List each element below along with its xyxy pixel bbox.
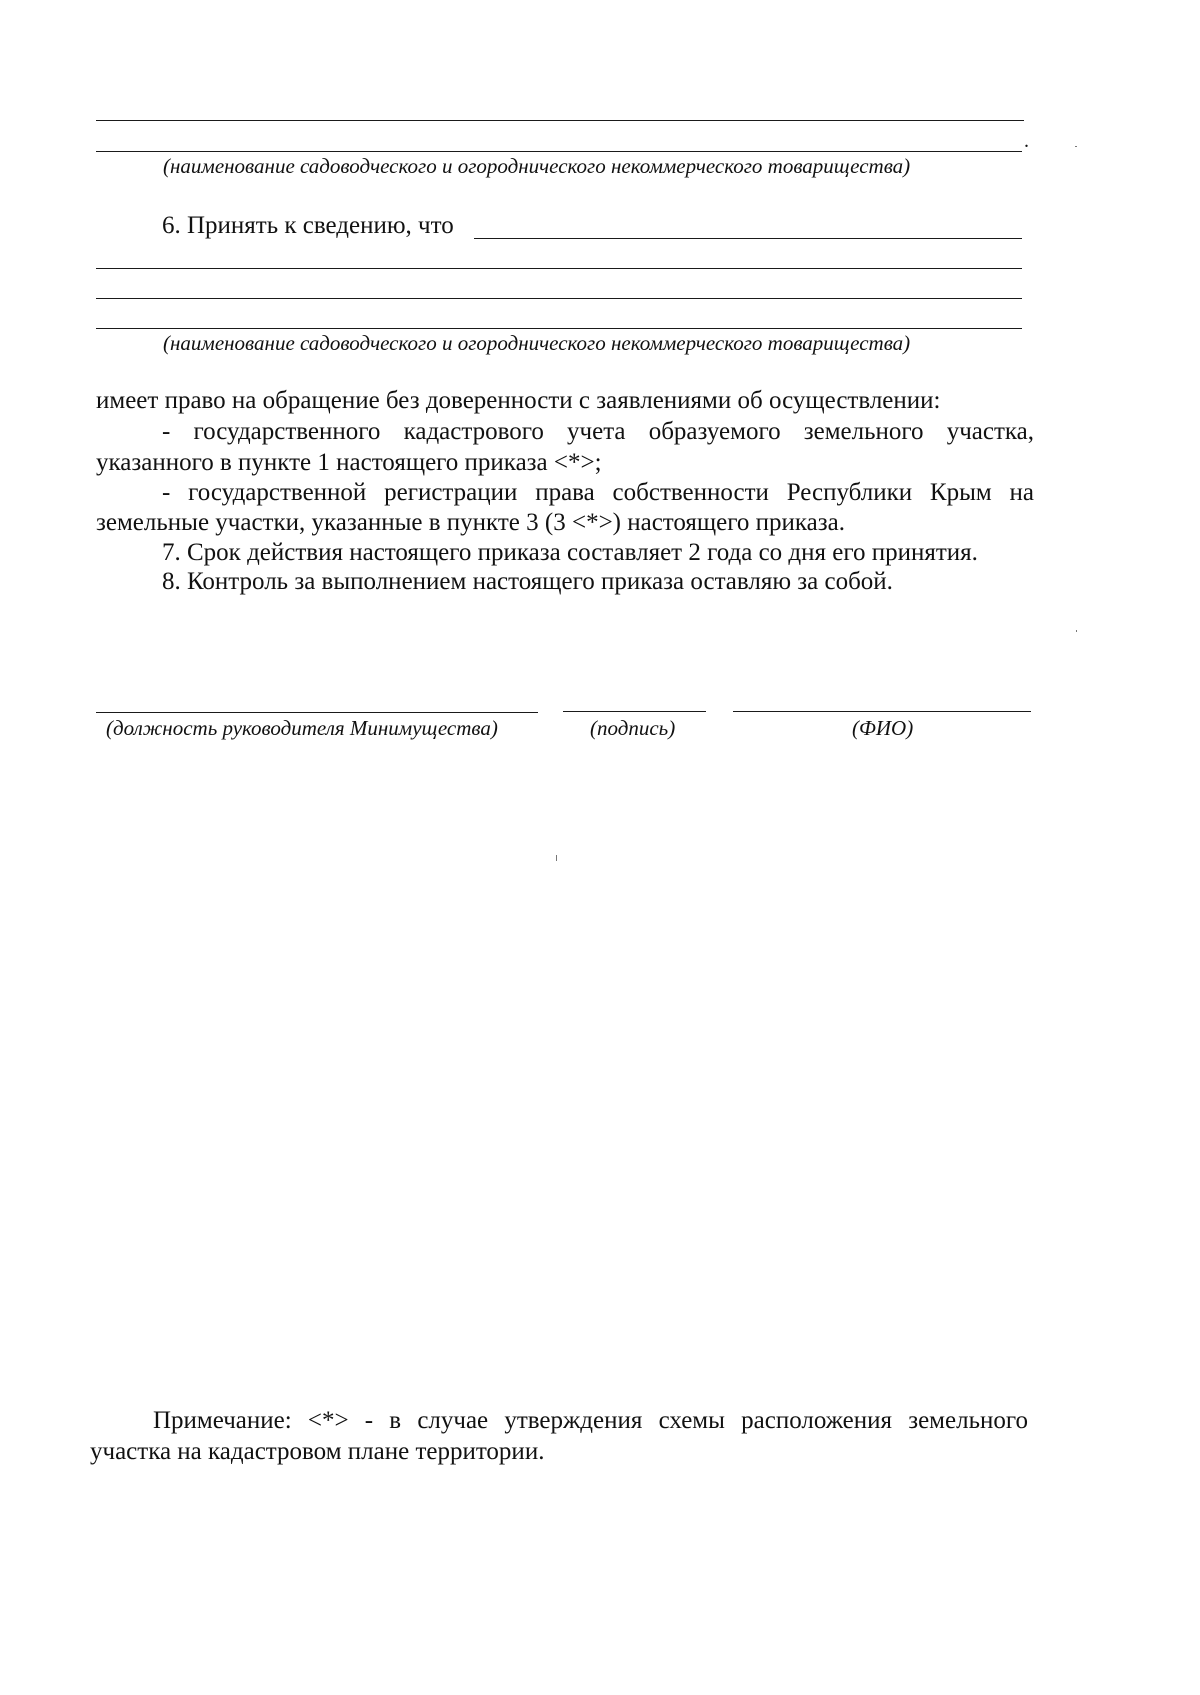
org-name-caption-1: (наименование садоводческого и огороднического некоммерческого товарищества) bbox=[163, 154, 911, 178]
signature-line[interactable] bbox=[563, 711, 706, 712]
item-6-fill-line[interactable] bbox=[474, 238, 1022, 239]
rights-paragraph: имеет право на обращение без доверенности с заявлениями об осуществлении: bbox=[96, 387, 941, 414]
bullet-2-line-1: - государственной регистрации права собственности Республики Крым на bbox=[162, 479, 1034, 506]
scan-speck-1 bbox=[556, 855, 557, 861]
signature-caption: (подпись) bbox=[590, 716, 676, 740]
org-name-line-1[interactable] bbox=[96, 120, 1024, 121]
scan-speck-2 bbox=[1075, 146, 1077, 147]
note-line-1: Примечание: <*> - в случае утверждения схемы расположения земельного bbox=[153, 1407, 1028, 1434]
org-name-caption-2: (наименование садоводческого и огороднического некоммерческого товарищества) bbox=[163, 331, 911, 355]
item-6-text: 6. Принять к сведению, что bbox=[162, 212, 454, 239]
item-6-line-3[interactable] bbox=[96, 298, 1022, 299]
item-8-text: 8. Контроль за выполнением настоящего приказа оставляю за собой. bbox=[162, 568, 893, 595]
item-6-line-2[interactable] bbox=[96, 268, 1022, 269]
name-signature-line[interactable] bbox=[733, 711, 1031, 712]
name-caption: (ФИО) bbox=[852, 716, 914, 740]
scan-speck-3 bbox=[1076, 630, 1077, 632]
bullet-1-line-1: - государственного кадастрового учета образуемого земельного участка, bbox=[162, 418, 1034, 445]
note-line-2: участка на кадастровом плане территории. bbox=[90, 1438, 545, 1465]
item-7-text: 7. Срок действия настоящего приказа составляет 2 года со дня его принятия. bbox=[162, 539, 978, 566]
line-end-period: . bbox=[1024, 130, 1029, 152]
bullet-1-line-2: указанного в пункте 1 настоящего приказа <*>; bbox=[96, 449, 602, 476]
position-caption: (должность руководителя Минимущества) bbox=[106, 716, 498, 740]
item-6-line-4[interactable] bbox=[96, 328, 1022, 329]
position-signature-line[interactable] bbox=[96, 712, 538, 713]
org-name-line-2[interactable] bbox=[96, 151, 1022, 152]
bullet-2-line-2: земельные участки, указанные в пункте 3 (3 <*>) настоящего приказа. bbox=[96, 509, 845, 536]
